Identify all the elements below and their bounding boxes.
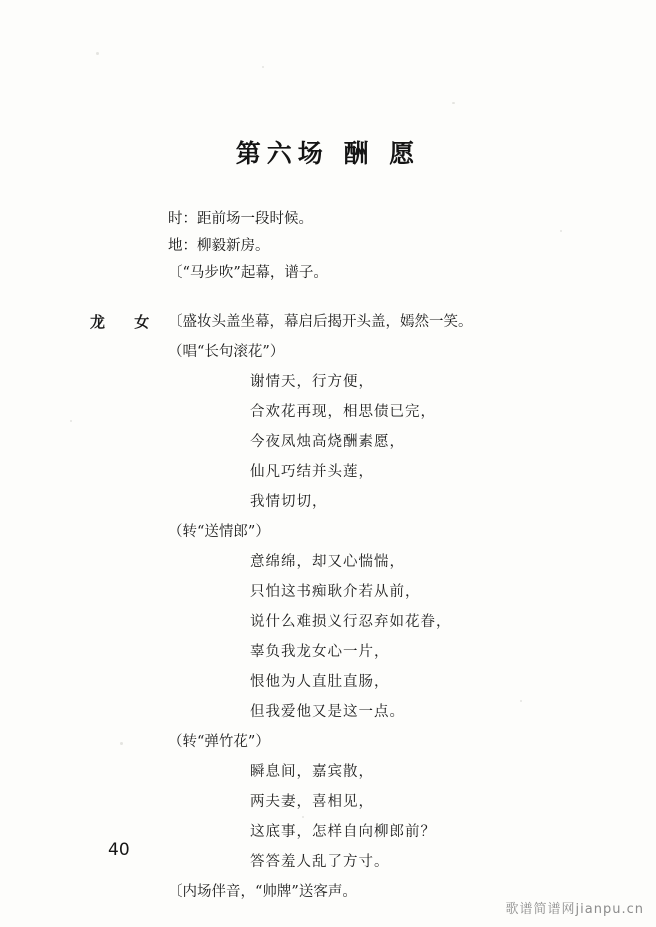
lyric-line: 辜负我龙女心一片， xyxy=(250,644,390,660)
lyric-line: 两夫妻，喜相见， xyxy=(250,794,374,810)
stage-note-time: 时：距前场一段时候。 xyxy=(168,211,313,227)
lyric-line: 这底事，怎样自向柳郎前？ xyxy=(250,824,436,840)
closing-stage-direction: 〔内场伴音，“帅牌”送客声。 xyxy=(168,884,357,900)
tune-label: （转“弹竹花”） xyxy=(168,734,270,750)
tune-label: （转“送情郎”） xyxy=(168,524,270,540)
tune-label: （唱“长句滚花”） xyxy=(168,344,285,360)
lyric-line: 仙凡巧结并头莲， xyxy=(250,464,374,480)
paper-speckle xyxy=(262,66,264,68)
page-number: 40 xyxy=(108,840,130,860)
lyric-line: 但我爱他又是这一点。 xyxy=(250,704,405,720)
paper-speckle xyxy=(96,52,99,55)
script-body xyxy=(90,307,610,907)
stage-note-place: 地：柳毅新房。 xyxy=(168,238,270,254)
lyric-line: 意绵绵，却又心惴惴， xyxy=(250,554,405,570)
watermark: 歌谱简谱网jianpu.cn xyxy=(505,902,644,917)
lyric-line: 答答羞人乱了方寸。 xyxy=(250,854,390,870)
lyric-line: 今夜凤烛高烧酬素愿， xyxy=(250,434,405,450)
page-title: 第六场 酬 愿 xyxy=(235,139,421,168)
lyric-line: 瞬息间，嘉宾散， xyxy=(250,764,374,780)
paper-speckle xyxy=(452,102,455,104)
paper-speckle xyxy=(70,420,72,422)
lyric-line: 我情切切， xyxy=(250,494,328,510)
lyric-line: 谢情天，行方便， xyxy=(250,374,374,390)
lyric-line: 说什么难损义行忍弃如花眷， xyxy=(250,614,452,630)
role-name: 龙 女 xyxy=(90,313,162,331)
role-entrance-direction: 〔盛妆头盖坐幕，幕启后揭开头盖，嫣然一笑。 xyxy=(168,314,473,330)
role-entrance-line xyxy=(90,307,610,337)
lyric-line: 合欢花再现，相思债已完， xyxy=(250,404,436,420)
lyric-line: 恨他为人直肚直肠， xyxy=(250,674,390,690)
paper-speckle xyxy=(560,230,562,232)
stage-note-music: 〔“马步吹”起幕，谱子。 xyxy=(168,265,328,281)
lyric-line: 只怕这书痴耿介若从前， xyxy=(250,584,421,600)
stage-notes xyxy=(168,206,328,287)
